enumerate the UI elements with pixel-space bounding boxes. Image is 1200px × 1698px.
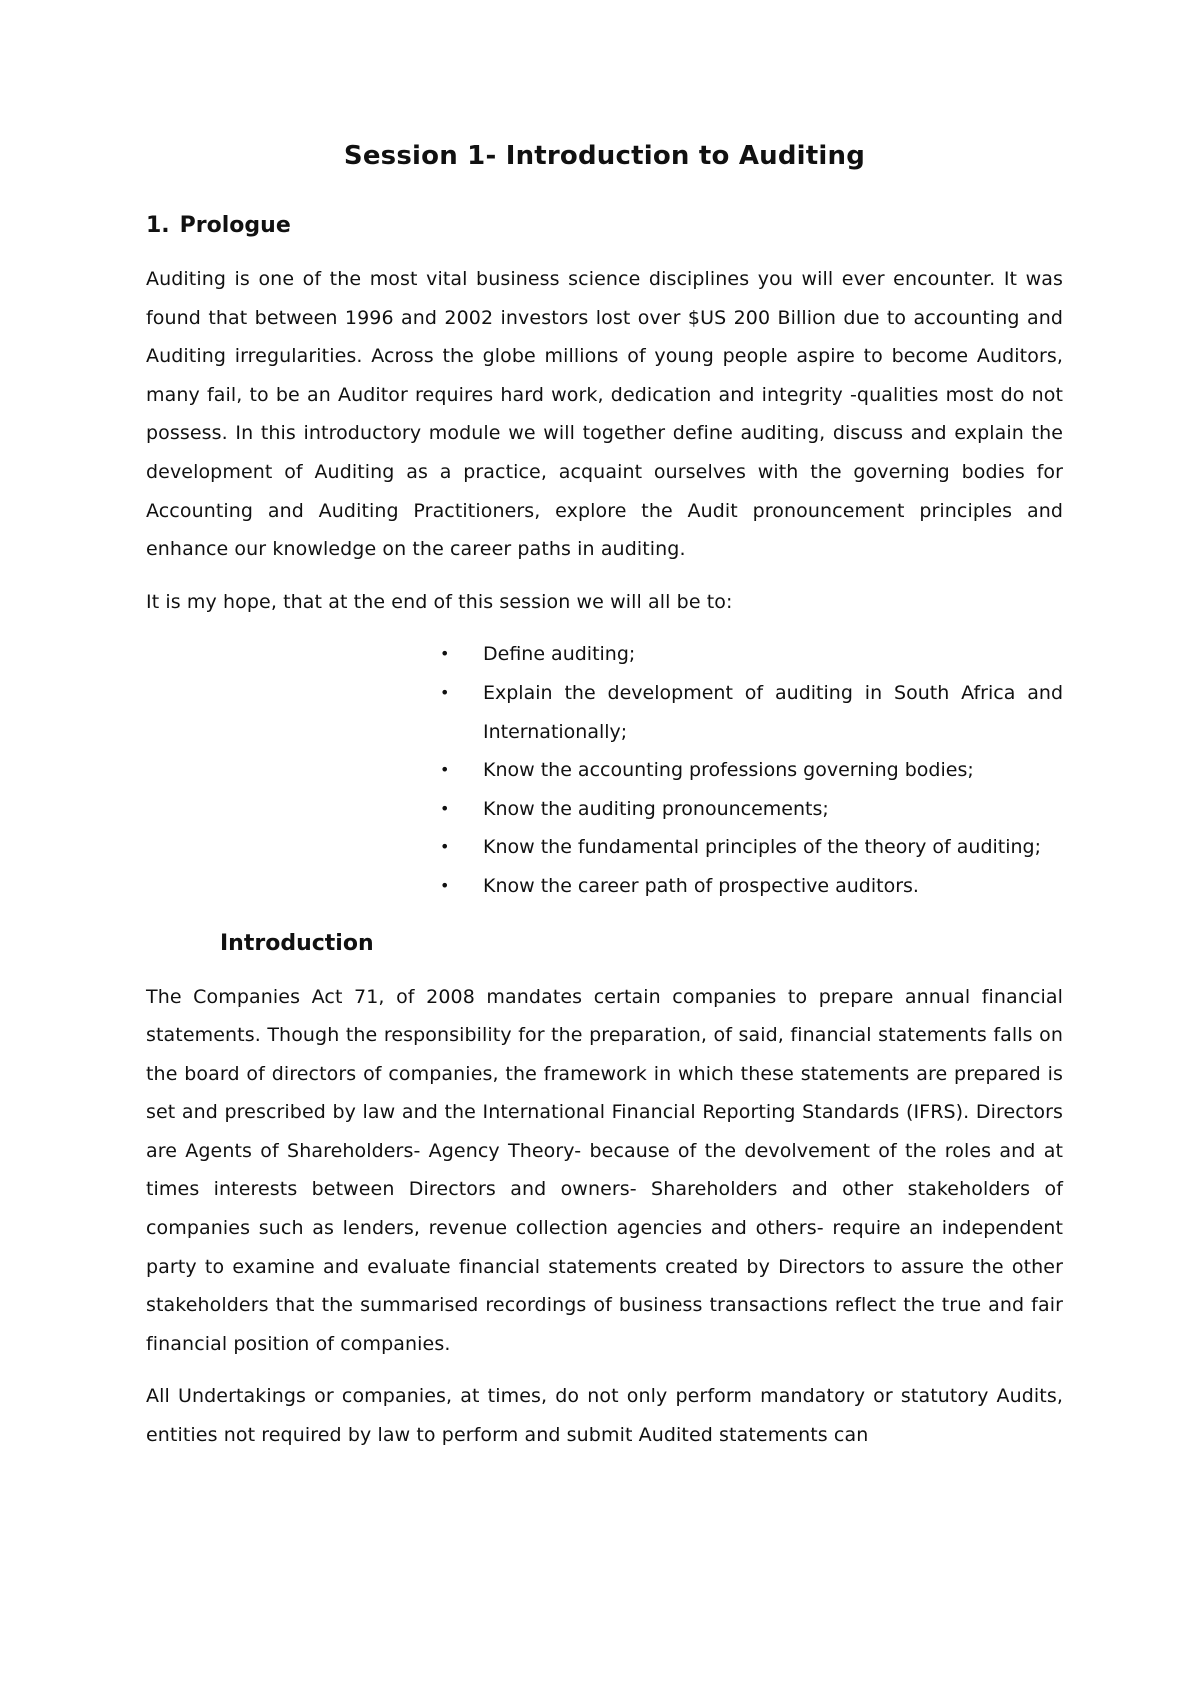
- list-item: [438, 635, 1063, 674]
- list-item: [438, 674, 1063, 751]
- bullet-icon: •: [440, 798, 450, 818]
- bullet-icon: •: [440, 682, 450, 702]
- prologue-number: 1.: [146, 213, 170, 238]
- hope-line: It is my hope, that at the end of this session we will all be to:: [146, 590, 733, 613]
- list-item-text: Define auditing;: [483, 643, 636, 666]
- introduction-paragraph-1: The Companies Act 71, of 2008 mandates certain companies to prepare annual financial statements. Though the responsibility for the preparation, of said, financial statements falls on the board of directors of companies, the framework in which these statements are prepared is set and prescribed by law and the International Financial Reporting Standards (IFRS). Directors are Agents of Shareholders- Agency Theory- because of the devolvement of the roles and at times interests between Directors and owners- Shareholders and other stakeholders of companies such as lenders, revenue collection agencies and others- require an independent party to examine and evaluate financial statements created by Directors to assure the other stakeholders that the summarised recordings of business transactions reflect the true and fair financial position of companies.: [146, 985, 1063, 1355]
- objectives-list: [146, 635, 1063, 905]
- prologue-heading: [146, 212, 1063, 240]
- bullet-icon: •: [440, 875, 450, 895]
- list-item: [438, 828, 1063, 867]
- list-item-text: Explain the development of auditing in South Africa and Internationally;: [483, 681, 1063, 743]
- document-content: [146, 140, 1063, 1469]
- list-item: [438, 790, 1063, 829]
- introduction-paragraph-2: All Undertakings or companies, at times, do not only perform mandatory or statutory Audits, entities not required by law to perform and submit Audited statements can: [146, 1385, 1063, 1447]
- introduction-heading: Introduction: [220, 930, 374, 956]
- bullet-icon: •: [440, 644, 450, 664]
- list-item-text: Know the fundamental principles of the theory of auditing;: [483, 836, 1042, 859]
- list-item: [438, 751, 1063, 790]
- bullet-icon: •: [440, 760, 450, 780]
- prologue-heading-text: Prologue: [179, 213, 291, 238]
- list-item-text: Know the accounting professions governing bodies;: [483, 759, 974, 782]
- list-item-text: Know the career path of prospective auditors.: [483, 874, 919, 897]
- prologue-paragraph: Auditing is one of the most vital business science disciplines you will ever encounter. It was found that between 1996 and 2002 investors lost over $US 200 Billion due to accounting and Auditing irregularities. Across the globe millions of young people aspire to become Auditors, many fail, to be an Auditor requires hard work, dedication and integrity -qualities most do not possess. In this introductory module we will together define auditing, discuss and explain the development of Auditing as a practice, acquaint ourselves with the governing bodies for Accounting and Auditing Practitioners, explore the Audit pronouncement principles and enhance our knowledge on the career paths in auditing.: [146, 268, 1063, 561]
- list-item-text: Know the auditing pronouncements;: [483, 797, 829, 820]
- bullet-icon: •: [440, 837, 450, 857]
- list-item: [438, 867, 1063, 906]
- page-title: Session 1- Introduction to Auditing: [343, 141, 866, 171]
